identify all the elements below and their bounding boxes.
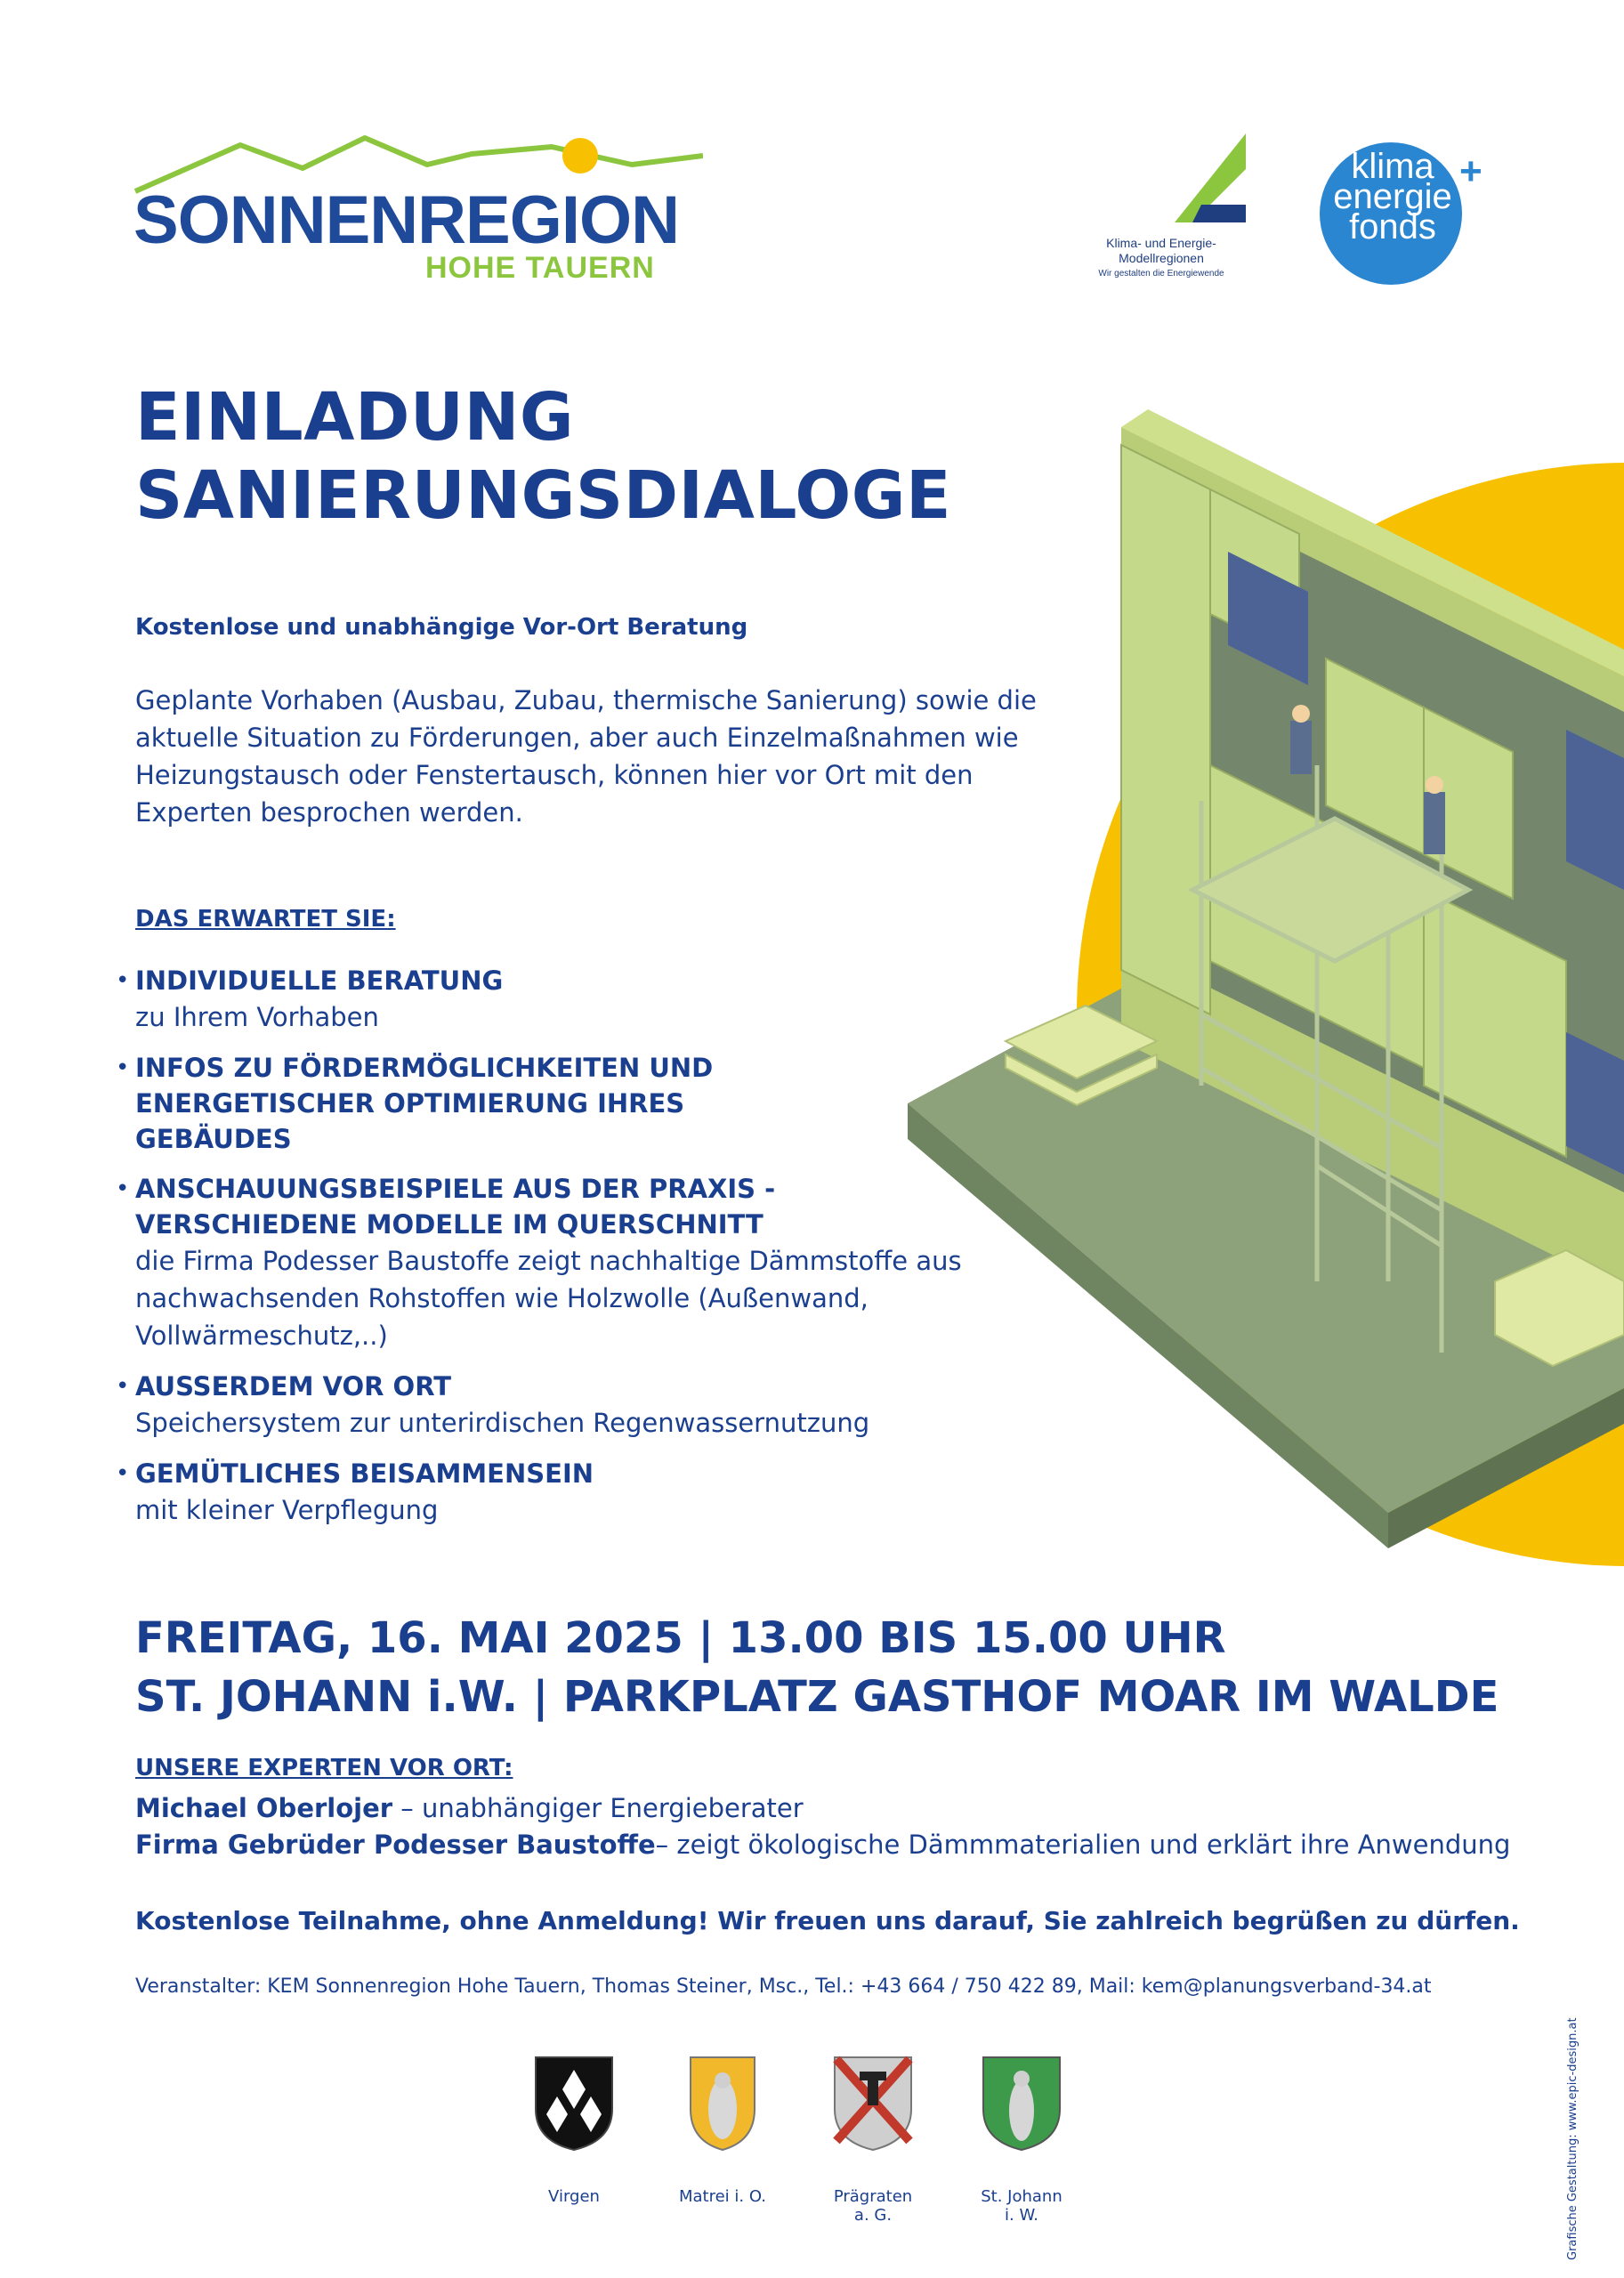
st-johann-crest-icon [982, 2056, 1062, 2152]
list-item: • ANSCHAUUNGSBEISPIELE AUS DER PRAXIS - VERSCHIEDENE MODELLE IM QUERSCHNITT die Firma Podesser Baustoffe zeigt nachhaltige Dämmstoffe aus nachwachsenden Rohstoffen wie Holzwolle (Außenwand, Vollwärmeschutz,..) [116, 1171, 1007, 1354]
design-credit: Grafische Gestaltung: www.epic-design.at [1566, 2017, 1580, 2260]
list-item: • INDIVIDUELLE BERATUNG zu Ihrem Vorhaben [116, 963, 1050, 1036]
praegraten-crest-icon [833, 2056, 913, 2152]
expect-list [116, 963, 1050, 1543]
subheading: Kostenlose und unabhängige Vor-Ort Beratung [135, 614, 748, 641]
kef-plus: + [1459, 149, 1483, 193]
organizer-info: Veranstalter: KEM Sonnenregion Hohe Tauern, Thomas Steiner, Msc., Tel.: +43 664 / 750 422 89, Mail: kem@planungsverband-34.at [135, 1975, 1432, 1998]
closing-text: Kostenlose Teilnahme, ohne Anmeldung! Wir freuen uns darauf, Sie zahlreich begrüßen zu dürfen. [135, 1906, 1520, 1935]
logo-sub-text: HOHE TAUERN [425, 251, 655, 285]
kef-line2: energie [1333, 177, 1452, 216]
list-item: • AUSSERDEM VOR ORT Speichersystem zur unterirdischen Regenwassernutzung [116, 1369, 1050, 1442]
expect-heading: DAS ERWARTET SIE: [135, 906, 396, 933]
crest-matrei: Matrei i. O. [678, 2056, 767, 2206]
expert-1: Michael Oberlojer – unabhängiger Energieberater [135, 1793, 804, 1823]
matrei-crest-icon [689, 2056, 756, 2152]
crest-st-johann: St. Johann i. W. [977, 2056, 1066, 2225]
crest-praegraten: Prägraten a. G. [828, 2056, 917, 2225]
virgen-crest-icon [534, 2056, 614, 2152]
list-item: • INFOS ZU FÖRDERMÖGLICHKEITEN UND ENERGETISCHER OPTIMIERUNG IHRES GEBÄUDES [116, 1050, 829, 1157]
experts-heading: UNSERE EXPERTEN VOR ORT: [135, 1755, 513, 1781]
intro-paragraph: Geplante Vorhaben (Ausbau, Zubau, thermische Sanierung) sowie die aktuelle Situation zu Förderungen, aber auch Einzelmaßnahmen wie Heizungstausch oder Fenstertausch, können hier vor Ort mit den Experten besprochen werden. [135, 685, 1037, 828]
sun-icon [562, 138, 598, 174]
crest-virgen: Virgen [529, 2056, 618, 2206]
logo-main-text: SONNENREGION [133, 182, 679, 258]
kem-logo-text: Klima- und Energie- Modellregionen Wir gestalten die Energiewende [1098, 236, 1224, 279]
page-title: EINLADUNG SANIERUNGSDIALOGE [135, 379, 952, 534]
kem-logo-icon [1175, 133, 1246, 231]
kef-line1: klima [1351, 147, 1434, 186]
event-info: FREITAG, 16. MAI 2025 | 13.00 BIS 15.00 UHR ST. JOHANN i.W. | PARKPLATZ GASTHOF MOAR IM WALDE [135, 1613, 1499, 1722]
kef-line3: fonds [1349, 207, 1436, 246]
list-item: • GEMÜTLICHES BEISAMMENSEIN mit kleiner Verpflegung [116, 1456, 1050, 1529]
expert-2: Firma Gebrüder Podesser Baustoffe– zeigt ökologische Dämmmaterialien und erklärt ihre Anwendung [135, 1830, 1511, 1860]
